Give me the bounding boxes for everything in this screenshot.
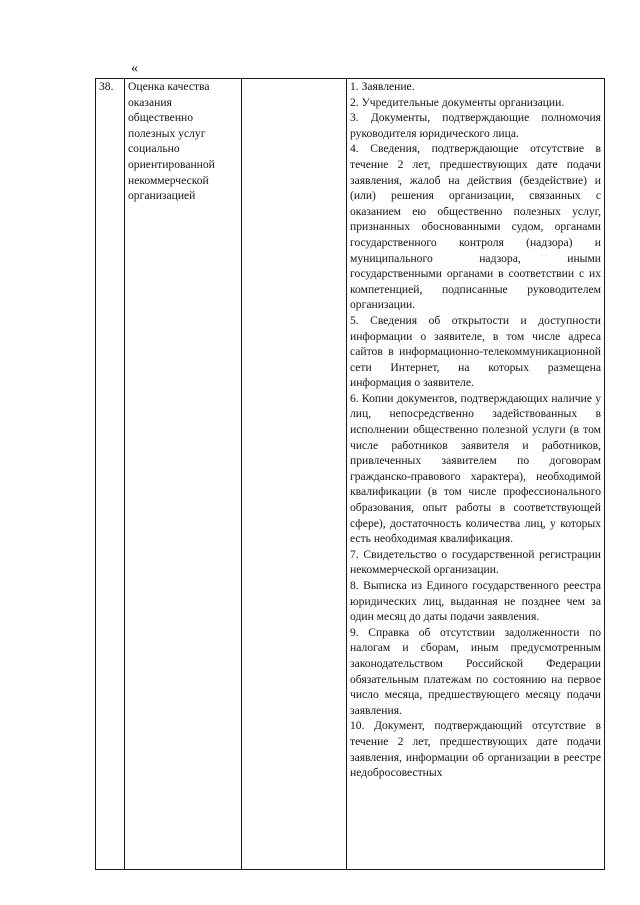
document-item: 4. Сведения, подтверждающие отсутствие в течение 2 лет, предшествующих дате подачи заявления, жалоб на действия (бездействие) и (или) решения организации, связанных с оказанием ею общественно полезных услуг, признанных обоснованными судом, органами государственного контроля (надзора) и муниципального надзора, иными государственными органами в соответствии с их компетенцией, подписанные руководителем организации. <box>350 142 601 312</box>
required-documents-cell <box>347 79 605 870</box>
document-item: 10. Документ, подтверждающий отсутствие в течение 2 лет, предшествующих дате подачи заявления, информации об организации в реестре недобросовестных <box>350 719 601 780</box>
service-name-cell: Оценка качества оказания общественно полезных услуг социально ориентированной некоммерческой организацией <box>125 79 242 870</box>
document-item: 5. Сведения об открытости и доступности информации о заявителе, в том числе адреса сайтов в информационно-телекоммуникационной сети Интернет, на которых размещена информация о заявителе. <box>350 313 601 390</box>
document-item: 2. Учредительные документы организации. <box>350 95 565 109</box>
document-item: 8. Выписка из Единого государственного реестра юридических лиц, выданная не позднее чем за один месяц до даты подачи заявления. <box>350 579 601 624</box>
document-item: 1. Заявление. <box>350 80 415 93</box>
row-number-cell: 38. <box>96 79 125 870</box>
document-item: 9. Справка об отсутствии задолженности по налогам и сборам, иным предусмотренным законодательством Российской Федерации обязательным платежам по состоянию на первое число месяца, предшествующего месяцу подачи заявления. <box>350 625 601 717</box>
document-item: 3. Документы, подтверждающие полномочия руководителя юридического лица. <box>350 111 601 140</box>
empty-middle-cell <box>242 79 347 870</box>
opening-quote-mark: « <box>131 61 138 76</box>
document-item: 6. Копии документов, подтверждающих наличие у лиц, непосредственно задействованных в исполнении общественно полезной услуги (в том числе работников заявителя и работников, привлеченных заявителем по договорам гражданско-правового характера), необходимой квалификации (в том числе профессионального образования, опыт работы в соответствующей сфере), достаточность количества лиц, у которых есть необходимая квалификация. <box>350 391 601 546</box>
table-row <box>96 79 605 870</box>
services-table <box>95 78 605 870</box>
document-item: 7. Свидетельство о государственной регистрации некоммерческой организации. <box>350 547 601 577</box>
